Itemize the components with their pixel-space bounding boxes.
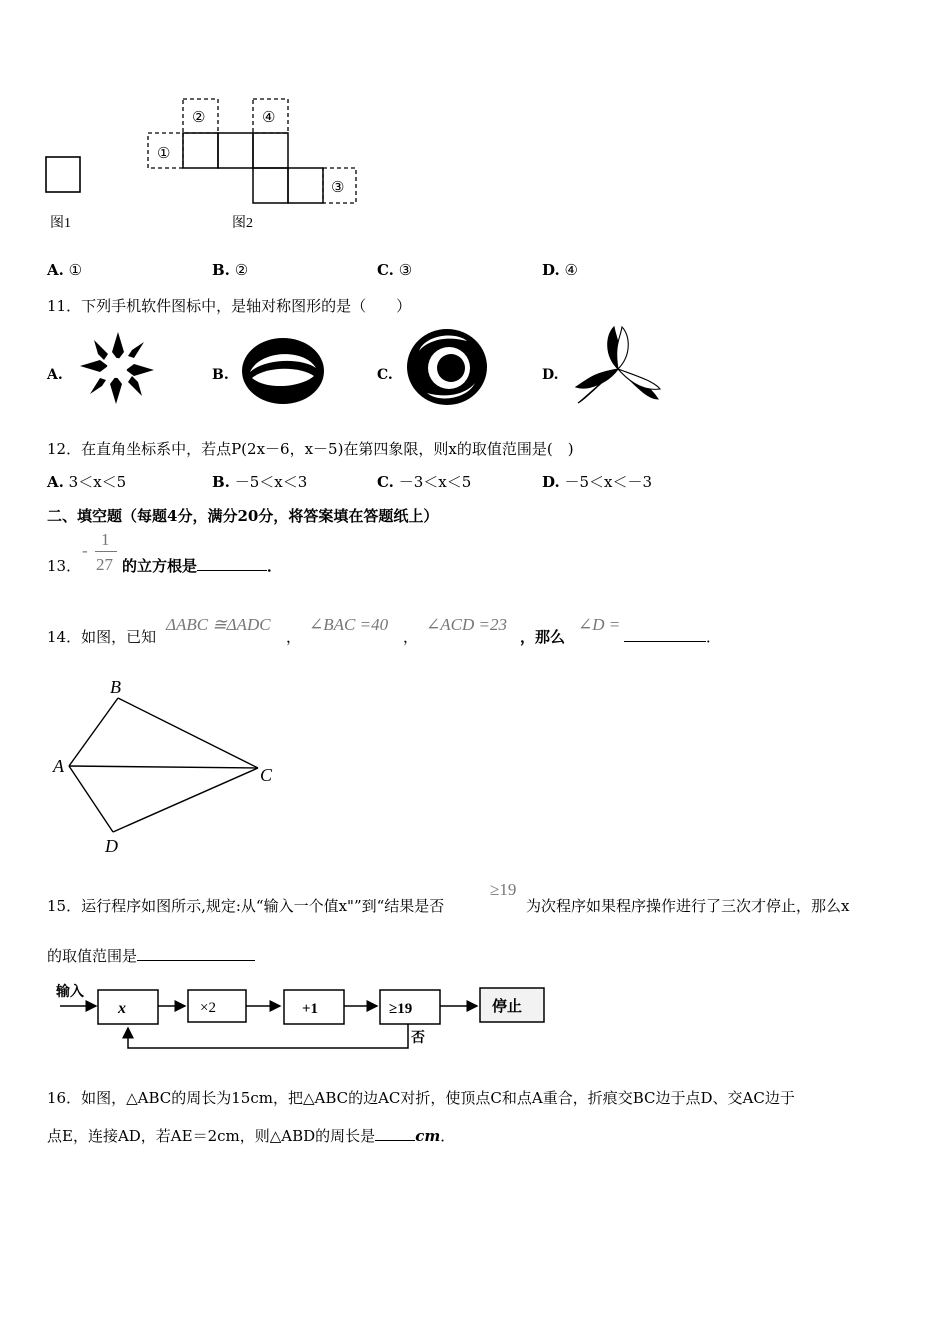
q14-cond3: ∠ACD =23 bbox=[426, 615, 507, 634]
box-mark-2: ② bbox=[192, 110, 206, 126]
fig2-net bbox=[183, 133, 323, 203]
q16-line1: 16．如图，△ABC的周长为15cm，把△ABC的边AC对折，使顶点C和点A重合，折痕交BC边于点D、交AC边于 bbox=[47, 1089, 795, 1107]
q13-fraction-bar bbox=[95, 551, 117, 552]
q15-condition: ≥19 bbox=[490, 880, 517, 899]
q10-option-c: C. ③ bbox=[377, 261, 413, 279]
flow-x: x bbox=[118, 1000, 126, 1017]
q14-answer: ． bbox=[624, 626, 721, 647]
flow-add: +1 bbox=[302, 1001, 319, 1017]
q13-numerator: 1 bbox=[101, 530, 110, 549]
q13-number: 13． bbox=[47, 557, 82, 575]
section-title: 二、填空题（每题4分，满分20分，将答案填在答题纸上） bbox=[47, 507, 439, 525]
q16-answer-blank[interactable] bbox=[375, 1126, 415, 1141]
q13-answer-blank[interactable] bbox=[197, 556, 267, 571]
q12-stem: 12．在直角坐标系中，若点P(2x－6，x－5)在第四象限，则x的取值范围是( ) bbox=[47, 440, 574, 458]
q11-option-c-label: C. bbox=[377, 367, 393, 383]
vertex-c: C bbox=[260, 765, 273, 785]
q13-sign: - bbox=[82, 541, 88, 560]
flow-box-mul bbox=[188, 990, 246, 1022]
q14-ask: ∠D = bbox=[578, 615, 621, 634]
q14-cond2: ∠BAC =40 bbox=[309, 615, 389, 634]
flow-input-label: 输入 bbox=[56, 985, 84, 1000]
q12-option-c: C. －3＜x＜5 bbox=[377, 473, 472, 491]
q14-quadrilateral-figure bbox=[0, 660, 300, 860]
fig2-caption: 图2 bbox=[232, 216, 253, 231]
q12-option-a: A. 3＜x＜5 bbox=[47, 473, 127, 491]
q10-option-a: A. ① bbox=[47, 261, 83, 279]
q14-sep1: ， bbox=[286, 628, 302, 646]
q10-option-d: D. ④ bbox=[542, 261, 578, 279]
box-mark-4: ④ bbox=[262, 110, 276, 126]
flow-stop: 停止 bbox=[492, 999, 523, 1015]
q15-flowchart bbox=[0, 978, 600, 1058]
q13-denominator: 27 bbox=[96, 555, 113, 574]
q14-cond1: ΔABC ≅ΔADC bbox=[166, 615, 271, 634]
vertex-d: D bbox=[105, 836, 118, 856]
flow-no: 否 bbox=[411, 1031, 425, 1046]
q10-figures bbox=[0, 0, 950, 240]
q15-line1b: 为次程序如果程序操作进行了三次才停止，那么x bbox=[526, 897, 850, 915]
q13-suffix: 的立方根是 ． bbox=[122, 557, 283, 575]
q11-option-a-label: A. bbox=[47, 367, 63, 383]
q14-prefix: 14．如图，已知 bbox=[47, 628, 157, 646]
vertex-a: A bbox=[53, 756, 64, 776]
box-mark-1: ① bbox=[157, 146, 171, 162]
four-pointed-star-icon bbox=[78, 330, 158, 406]
box-mark-3: ③ bbox=[331, 180, 345, 196]
swirl-ring-icon bbox=[405, 327, 489, 407]
vertex-b: B bbox=[110, 677, 121, 697]
flow-box-x bbox=[98, 990, 158, 1024]
q11-option-d-label: D. bbox=[542, 367, 559, 383]
q12-option-d: D. －5＜x＜－3 bbox=[542, 473, 653, 491]
fig2-dashed-squares bbox=[148, 99, 356, 203]
q14-answer-blank[interactable] bbox=[624, 627, 706, 642]
fig1-square bbox=[46, 157, 80, 192]
q14-sep2: ， bbox=[403, 628, 419, 646]
q14-sep3: ，那么 bbox=[520, 628, 566, 646]
q15-line1a: 15．运行程序如图所示,规定:从“输入一个值x"”到“结果是否 bbox=[47, 897, 445, 915]
flow-mul: ×2 bbox=[200, 1000, 216, 1016]
three-petal-icon bbox=[574, 325, 662, 407]
q15-line2: 的取值范围是 bbox=[47, 945, 255, 966]
q15-answer-blank[interactable] bbox=[137, 946, 255, 961]
split-ring-icon bbox=[240, 336, 326, 406]
fig1-caption: 图1 bbox=[50, 216, 71, 231]
q10-option-b: B. ② bbox=[212, 261, 249, 279]
q11-stem: 11．下列手机软件图标中，是轴对称图形的是（ ） bbox=[47, 297, 412, 315]
q12-option-b: B. －5＜x＜3 bbox=[212, 473, 308, 491]
q16-line2: 点E，连接AD，若AE＝2cm，则△ABD的周长是 cm． bbox=[47, 1127, 456, 1145]
flow-cmp: ≥19 bbox=[389, 1001, 413, 1017]
q11-option-b-label: B. bbox=[212, 367, 229, 383]
